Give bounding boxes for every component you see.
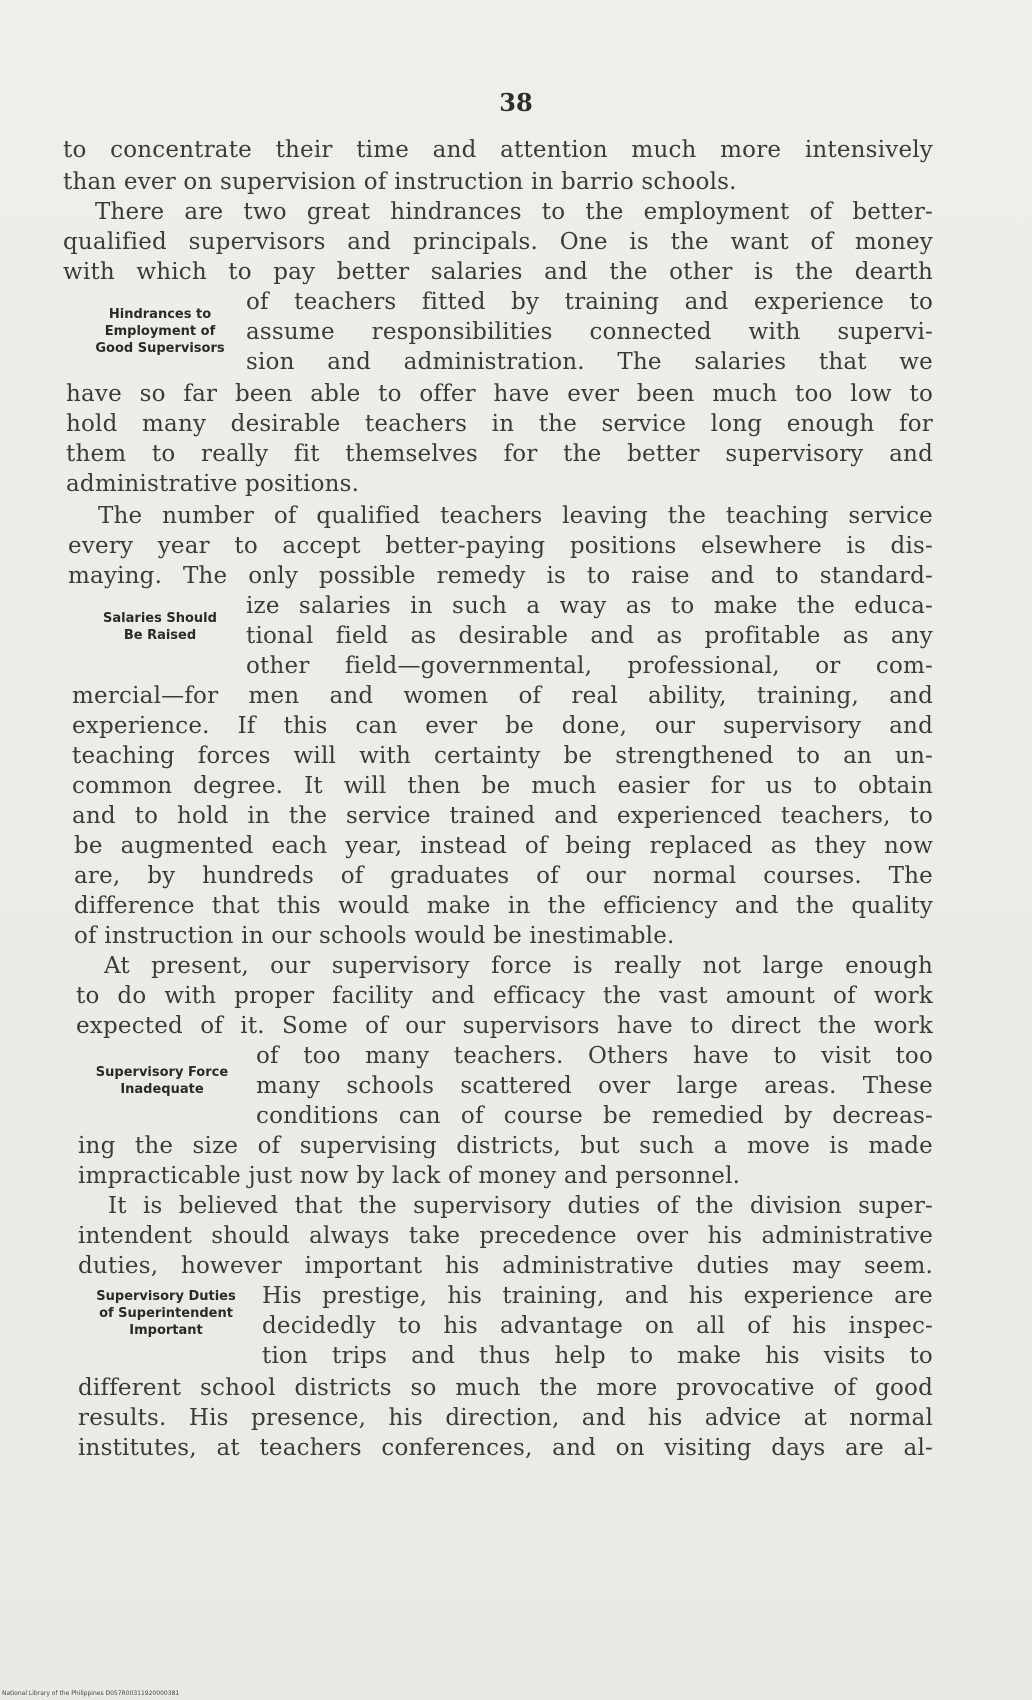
text-line: tion trips and thus help to make his visits to	[262, 1343, 933, 1369]
text-line: tional field as desirable and as profitable as any	[246, 623, 933, 649]
text-line: impracticable just now by lack of money and personnel.	[78, 1163, 741, 1189]
side-note-hindrances	[70, 306, 250, 357]
text-line: are, by hundreds of graduates of our normal courses. The	[74, 863, 933, 889]
text-line: ing the size of supervising districts, but such a move is made	[78, 1133, 933, 1159]
text-line: every year to accept better-paying positions elsewhere is dis-	[68, 533, 933, 559]
text-line: assume responsibilities connected with supervi-	[246, 319, 933, 345]
side-note-salaries	[70, 610, 250, 644]
text-line: The number of qualified teachers leaving the teaching service	[98, 503, 933, 529]
side-note-line: Important	[129, 1323, 203, 1338]
text-line: to do with proper facility and efficacy the vast amount of work	[76, 983, 933, 1009]
text-line: of too many teachers. Others have to visit too	[256, 1043, 933, 1069]
text-line: administrative positions.	[66, 471, 360, 497]
text-line: At present, our supervisory force is really not large enough	[104, 953, 933, 979]
text-line: difference that this would make in the efficiency and the quality	[74, 893, 933, 919]
text-line: hold many desirable teachers in the service long enough for	[66, 411, 933, 437]
text-line: to concentrate their time and attention much more intensively	[63, 137, 933, 163]
page-number: 38	[499, 88, 533, 117]
text-line: than ever on supervision of instruction in barrio schools.	[63, 169, 737, 195]
side-note-line: of Superintendent	[99, 1306, 233, 1321]
text-line: many schools scattered over large areas. These	[256, 1073, 933, 1099]
text-line: expected of it. Some of our supervisors have to direct the work	[76, 1013, 933, 1039]
side-note-line: Inadequate	[120, 1082, 204, 1097]
text-line: have so far been able to offer have ever been much too low to	[66, 381, 933, 407]
text-line: mercial—for men and women of real ability, training, and	[72, 683, 933, 709]
side-note-supervisory-duties	[76, 1288, 256, 1339]
side-note-supervisory-force	[72, 1064, 252, 1098]
text-line: common degree. It will then be much easier for us to obtain	[72, 773, 933, 799]
text-line: results. His presence, his direction, and his advice at normal	[78, 1405, 933, 1431]
side-note-line: Supervisory Force	[95, 1065, 229, 1080]
text-line: different school districts so much the more provocative of good	[78, 1375, 933, 1401]
text-line: institutes, at teachers conferences, and on visiting days are al-	[78, 1435, 933, 1461]
side-note-line: Salaries Should	[103, 611, 217, 626]
text-line: qualified supervisors and principals. One is the want of money	[63, 229, 933, 255]
text-line: of teachers fitted by training and experience to	[246, 289, 933, 315]
text-line: conditions can of course be remedied by decreas-	[256, 1103, 933, 1129]
side-note-line: Hindrances to	[108, 307, 212, 322]
side-note-line: Supervisory Duties	[96, 1289, 236, 1304]
text-line: and to hold in the service trained and experienced teachers, to	[72, 803, 933, 829]
text-line: maying. The only possible remedy is to raise and to standard-	[68, 563, 933, 589]
text-line: decidedly to his advantage on all of his inspec-	[262, 1313, 933, 1339]
text-line: It is believed that the supervisory duties of the division super-	[108, 1193, 933, 1219]
text-line: teaching forces will with certainty be strengthened to an un-	[72, 743, 933, 769]
text-line: intendent should always take precedence over his administrative	[78, 1223, 933, 1249]
text-line: of instruction in our schools would be inestimable.	[74, 923, 675, 949]
side-note-line: Employment of	[104, 324, 216, 339]
text-line: experience. If this can ever be done, our supervisory and	[72, 713, 933, 739]
text-line: sion and administration. The salaries that we	[246, 349, 933, 375]
text-line: His prestige, his training, and his experience are	[262, 1283, 933, 1309]
text-line: them to really fit themselves for the better supervisory and	[66, 441, 933, 467]
text-line: with which to pay better salaries and the other is the dearth	[63, 259, 933, 285]
text-line: duties, however important his administrative duties may seem.	[78, 1253, 933, 1279]
text-line: be augmented each year, instead of being replaced as they now	[74, 833, 933, 859]
text-line: ize salaries in such a way as to make the educa-	[246, 593, 933, 619]
text-line: other field—governmental, professional, or com-	[246, 653, 933, 679]
side-note-line: Good Supervisors	[95, 341, 225, 356]
text-line: There are two great hindrances to the employment of better-	[95, 199, 933, 225]
library-footer: National Library of the Philippines D057R00311920000381	[2, 1690, 180, 1697]
side-note-line: Be Raised	[123, 628, 197, 643]
